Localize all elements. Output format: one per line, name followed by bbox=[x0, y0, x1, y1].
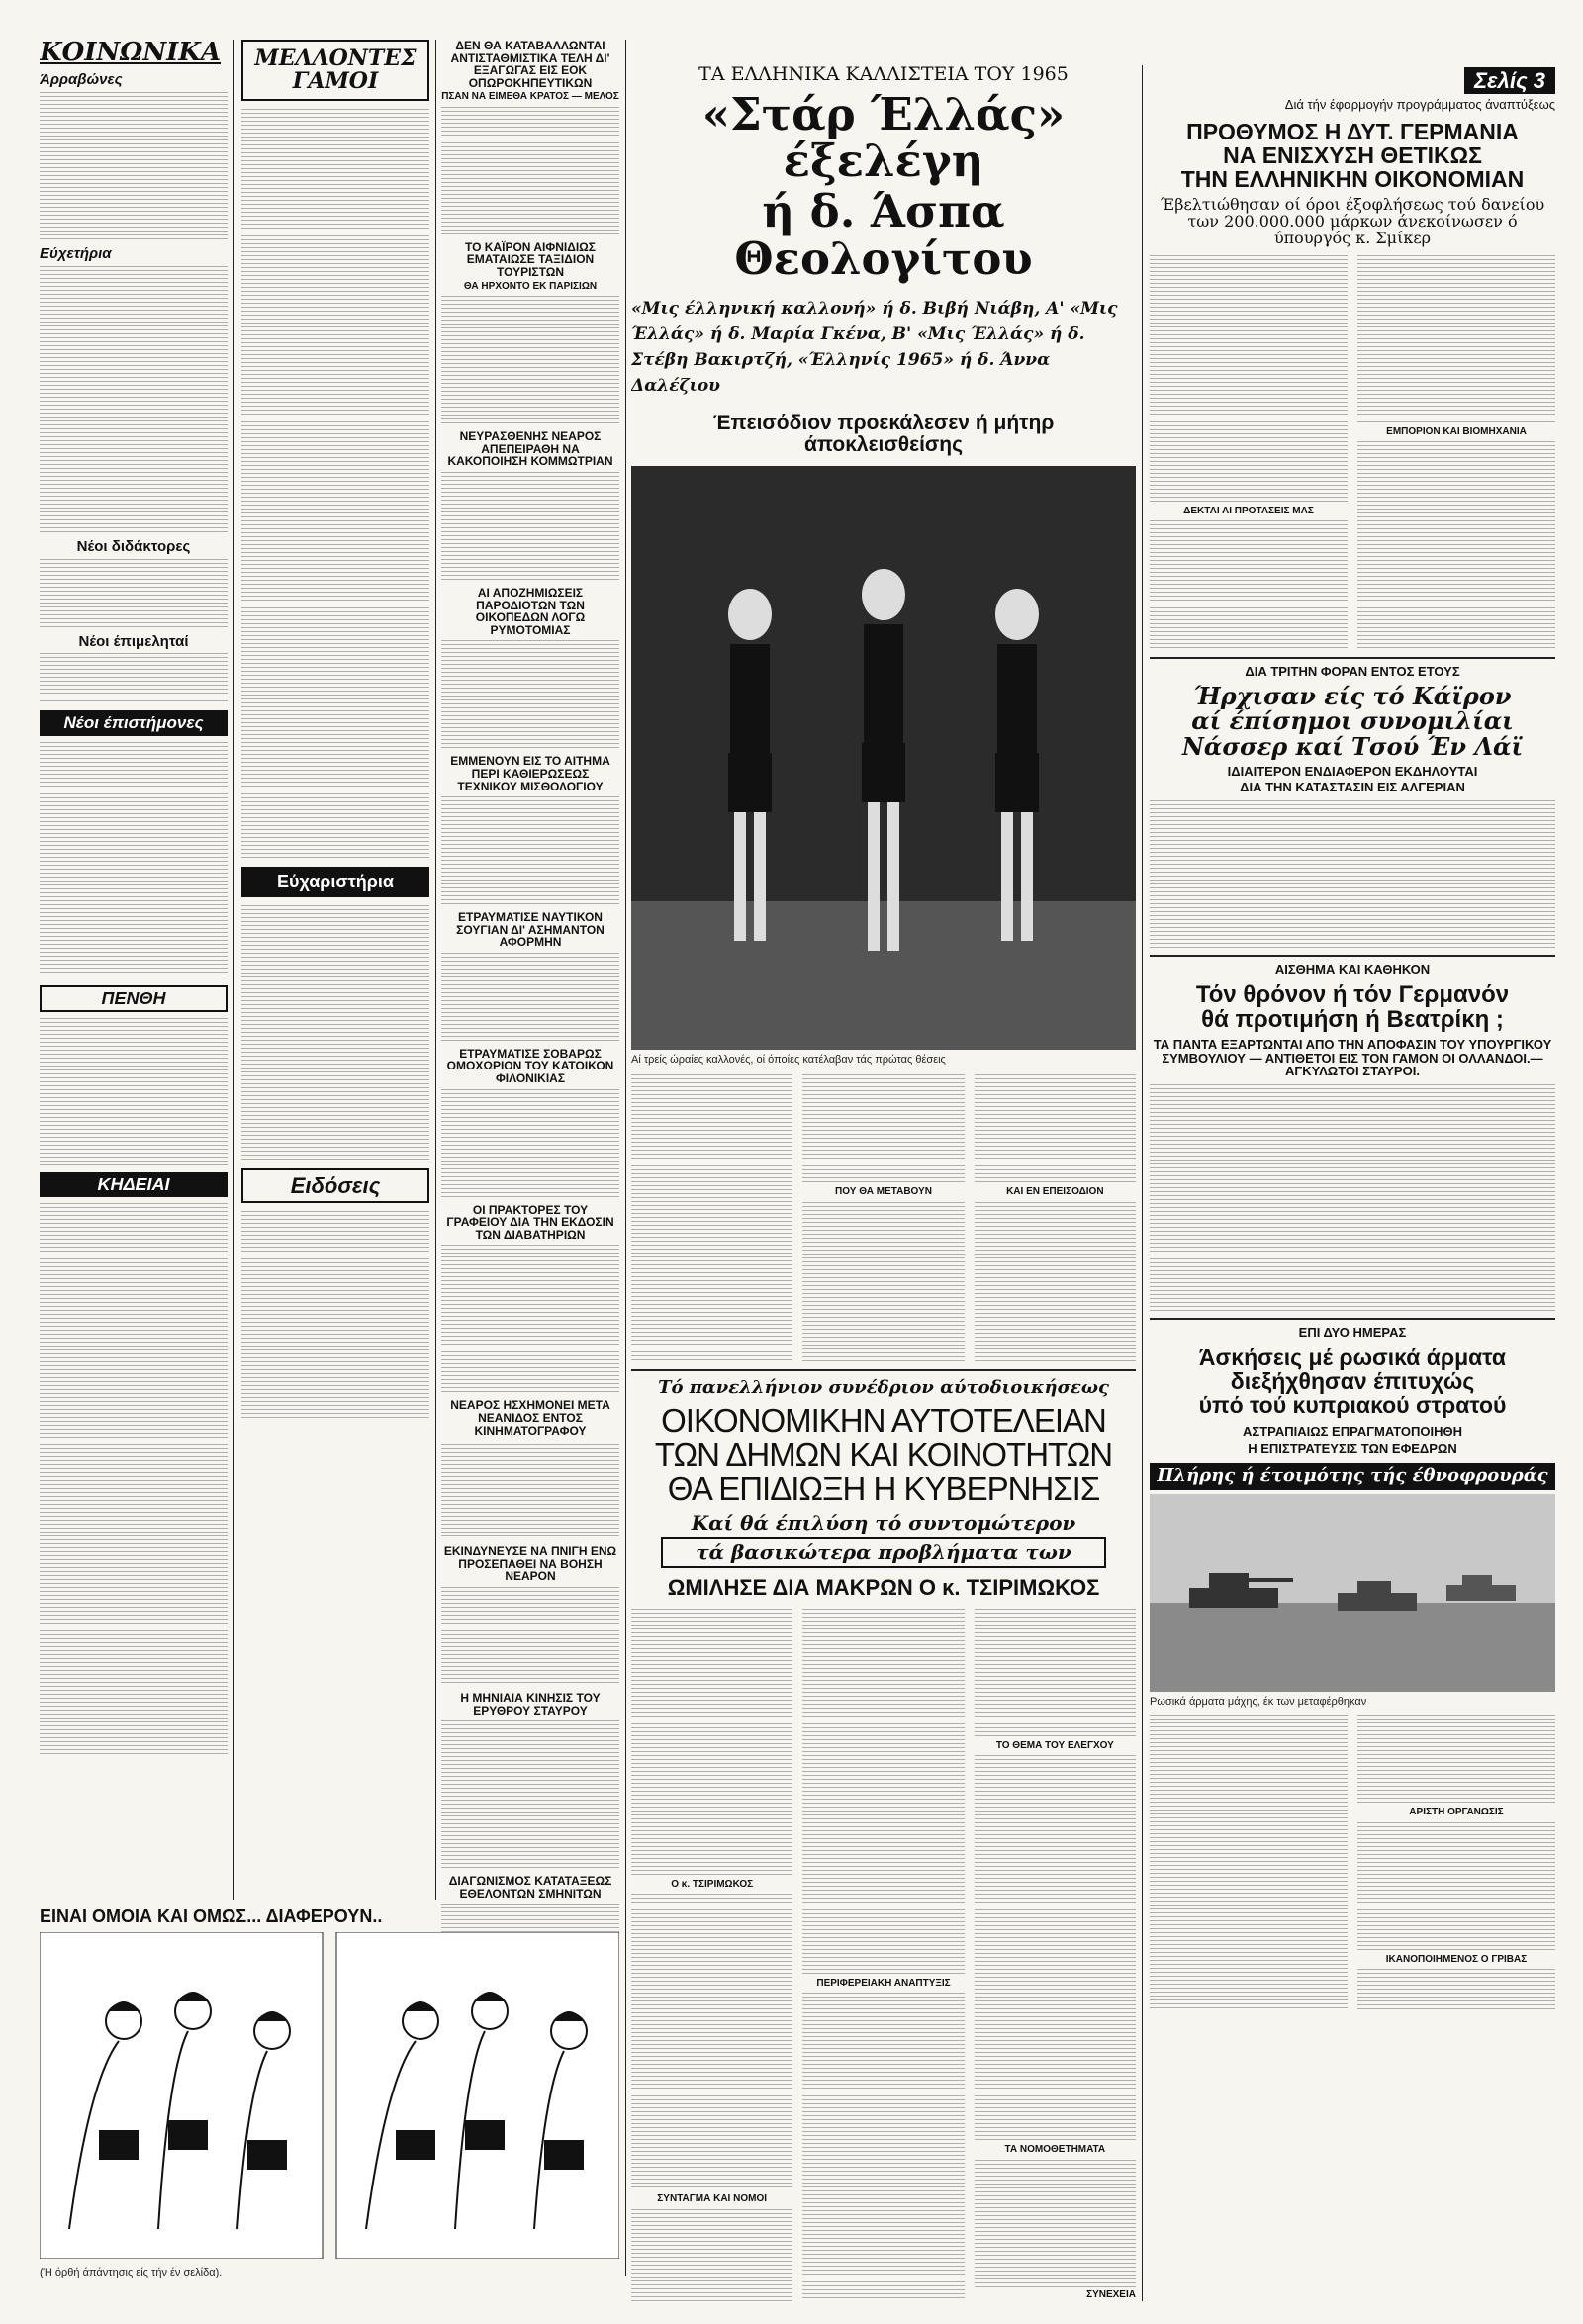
new-doctors-heading: Νέοι διδάκτορες bbox=[76, 537, 191, 555]
tanks-image bbox=[1150, 1494, 1555, 1692]
sub-where-go: ΠΟΥ ΘΑ ΜΕΤΑΒΟΥΝ bbox=[835, 1186, 932, 1198]
congress-big-2: ΤΩΝ ΔΗΜΩΝ ΚΑΙ ΚΟΙΝΟΤΗΤΩΝ bbox=[654, 1436, 1113, 1473]
cartoon-panel bbox=[40, 1907, 619, 2293]
pageant-deck: «Μις έλληνική καλλονή» ή δ. Βιβή Νιάβη, Α' «Μις Έλλάς» ή δ. Μαρία Γκένα, Β' «Μις Έλλάς» ή δ. Στέβη Βακιρτζή, «Έλληνίς 1965» ή δ. Άννα Δαλέζιου bbox=[631, 298, 1118, 396]
sub-regional: ΠΕΡΙΦΕΡΕΙΑΚΗ ΑΝΑΠΤΥΞΙΣ bbox=[816, 1977, 951, 1989]
right-section bbox=[1150, 67, 1555, 2303]
cairo-headline-2: αί έπίσημοι συνομιλίαι bbox=[1191, 706, 1514, 736]
sub-control: ΤΟ ΘΕΜΑ ΤΟΥ ΕΛΕΓΧΟΥ bbox=[995, 1739, 1114, 1751]
pageant-photo bbox=[631, 466, 1136, 1050]
congress-kicker: Τό πανελλήνιον συνέδριον αύτοδιοικήσεως bbox=[658, 1377, 1109, 1399]
brief-headline-neuro: ΝΕΥΡΑΣΘΕΝΗΣ ΝΕΑΡΟΣ ΑΠΕΠΕΙΡΑΘΗ ΝΑ ΚΑΚΟΠΟΙΗΣΗ ΚΟΜΜΩΤΡΙΑΝ bbox=[447, 429, 613, 469]
sub-accepted: ΔΕΚΤΑΙ ΑΙ ΠΡΟΤΑΣΕΙΣ ΜΑΣ bbox=[1183, 505, 1314, 516]
brief-headline-eok: ΔΕΝ ΘΑ ΚΑΤΑΒΑΛΛΩΝΤΑΙ ΑΝΤΙΣΤΑΘΜΙΣΤΙΚΑ ΤΕΛΗ ΔΙ' ΕΞΑΓΩΓΑΣ ΕΙΣ ΕΟΚ ΟΠΩΡΟΚΗΠΕΥΤΙΚΩΝ bbox=[450, 40, 610, 90]
germany-headline-3: ΤΗΝ ΕΛΛΗΝΙΚΗΝ ΟΙΚΟΝΟΜΙΑΝ bbox=[1180, 166, 1525, 193]
future-weddings-heading: ΜΕΛΛΟΝΤΕΣ ΓΑΜΟΙ bbox=[241, 40, 429, 101]
cartoon-caption: (Ή όρθή άπάντησις είς τήν έν σελίδα). bbox=[40, 2266, 223, 2278]
cairo-sub-2: ΔΙΑ ΤΗΝ ΚΑΤΑΣΤΑΣΙΝ ΕΙΣ ΑΛΓΕΡΙΑΝ bbox=[1240, 780, 1465, 795]
congress-script-1: Καί θά έπιλύση τό συντομώτερον bbox=[691, 1510, 1076, 1534]
brief-headline-comp: ΑΙ ΑΠΟΖΗΜΙΩΣΕΙΣ ΠΑΡΟΔΙΟΤΩΝ ΤΩΝ ΟΙΚΟΠΕΔΩΝ ΛΟΓΩ ΡΥΜΟΤΟΜΙΑΣ bbox=[475, 585, 586, 637]
wishes-heading: Εύχετήρια bbox=[40, 245, 112, 263]
cartoon-image bbox=[40, 1932, 619, 2259]
beatrix-label: ΑΙΣΘΗΜΑ ΚΑΙ ΚΑΘΗΚΟΝ bbox=[1274, 962, 1431, 977]
thanks-heading: Εύχαριστήρια bbox=[241, 867, 429, 897]
congress-script-2: τά βασικώτερα προβλήματα των bbox=[661, 1537, 1106, 1568]
congress-speech: ΩΜΙΛΗΣΕ ΔΙΑ ΜΑΚΡΩΝ Ο κ. ΤΣΙΡΙΜΩΚΟΣ bbox=[667, 1574, 1100, 1600]
brief-headline-salary: ΕΜΜΕΝΟΥΝ ΕΙΣ ΤΟ ΑΙΤΗΜΑ ΠΕΡΙ ΚΑΘΙΕΡΩΣΕΩΣ ΤΕΧΝΙΚΟΥ ΜΙΣΘΟΛΟΓΙΟΥ bbox=[450, 754, 610, 793]
cyprus-headline-1: Άσκήσεις μέ ρωσικά άρματα bbox=[1198, 1344, 1507, 1370]
cyprus-headline-2: διεξήχθησαν έπιτυχώς bbox=[1230, 1367, 1475, 1394]
beatrix-deck: ΤΑ ΠΑΝΤΑ ΕΞΑΡΤΩΝΤΑΙ ΑΠΟ ΤΗΝ ΑΠΟΦΑΣΙΝ ΤΟΥ ΥΠΟΥΡΓΙΚΟΥ ΣΥΜΒΟΥΛΙΟΥ — ΑΝΤΙΘΕΤΟΙ ΕΙΣ ΤΟΝ ΓΑΜΟΝ ΟΙ ΟΛΛΑΝΔΟΙ.— ΑΓΚΥΛΩΤΟΙ ΣΤΑΥΡΟΙ. bbox=[1153, 1037, 1552, 1079]
beatrix-headline-2: θά προτιμήση ή Βεατρίκη ; bbox=[1201, 1005, 1504, 1033]
social-title: ΚΟΙΝΩΝΙΚΑ bbox=[40, 40, 222, 67]
brief-headline-redcross: Η ΜΗΝΙΑΙΑ ΚΙΝΗΣΙΣ ΤΟΥ ΕΡΥΘΡΟΥ ΣΤΑΥΡΟΥ bbox=[460, 1691, 601, 1718]
cyprus-sub-1: ΑΣΤΡΑΠΙΑΙΩΣ ΕΠΡΑΓΜΑΤΟΠΟΙΗΘΗ bbox=[1243, 1424, 1462, 1440]
sub-tsirimokos: Ο κ. ΤΣΙΡΙΜΩΚΟΣ bbox=[671, 1878, 754, 1890]
section-sub: Διά τήν έφαρμογήν προγράμματος άναπτύξεως bbox=[1284, 97, 1555, 113]
continued-label: ΣΥΝΕΧΕΙΑ bbox=[1086, 2289, 1136, 2301]
cyprus-sub-2: Η ΕΠΙΣΤΡΑΤΕΥΣΙΣ ΤΩΝ ΕΦΕΔΡΩΝ bbox=[1248, 1441, 1457, 1456]
brief-sub-cairo: ΘΑ ΗΡΧΟΝΤΟ ΕΚ ΠΑΡΙΣΙΩΝ bbox=[463, 280, 598, 292]
pageant-band: Έπεισόδιον προεκάλεσεν ή μήτηρ άποκλεισθείσης bbox=[712, 411, 1055, 456]
brief-headline-cinema: ΝΕΑΡΟΣ ΗΣΧΗΜΟΝΕΙ ΜΕΤΑ ΝΕΑΝΙΔΟΣ ΕΝΤΟΣ ΚΙΝΗΜΑΤΟΓΡΑΦΟΥ bbox=[450, 1398, 610, 1438]
new-curators-heading: Νέοι έπιμεληταί bbox=[78, 632, 189, 650]
weddings-column bbox=[241, 40, 429, 1919]
center-section bbox=[631, 65, 1136, 2301]
sub-episode: ΚΑΙ ΕΝ ΕΠΕΙΣΟΔΙΟΝ bbox=[1006, 1186, 1104, 1198]
new-scientists-heading: Νέοι έπιστήμονες bbox=[40, 710, 228, 736]
sub-trade: ΕΜΠΟΡΙΟΝ ΚΑΙ ΒΙΟΜΗΧΑΝΙΑ bbox=[1386, 425, 1527, 437]
engagements-heading: Άρραβώνες bbox=[40, 71, 123, 89]
brief-headline-cairo: ΤΟ ΚΑΪΡΟΝ ΑΙΦΝΙΔΙΩΣ ΕΜΑΤΑΙΩΣΕ ΤΑΞΙΔΙΟΝ ΤΟΥΡΙΣΤΩΝ bbox=[465, 239, 596, 280]
brief-headline-villager: ΕΤΡΑΥΜΑΤΙΣΕ ΣΟΒΑΡΩΣ ΟΜΟΧΩΡΙΟΝ ΤΟΥ ΚΑΤΟΙΚΟΝ ΦΙΛΟΝΙΚΙΑΣ bbox=[446, 1046, 614, 1086]
mourning-heading: ΠΕΝΘΗ bbox=[40, 985, 228, 1012]
brief-headline-passports: ΟΙ ΠΡΑΚΤΟΡΕΣ ΤΟΥ ΓΡΑΦΕΙΟΥ ΔΙΑ ΤΗΝ ΕΚΔΟΣΙΝ ΤΩΝ ΔΙΑΒΑΤΗΡΙΩΝ bbox=[446, 1202, 614, 1242]
pageant-kicker: ΤΑ ΕΛΛΗΝΙΚΑ ΚΑΛΛΙΣΤΕΙΑ ΤΟΥ 1965 bbox=[698, 65, 1069, 85]
news-heading: Ειδόσεις bbox=[241, 1168, 429, 1203]
sub-organization: ΑΡΙΣΤΗ ΟΡΓΑΝΩΣΙΣ bbox=[1409, 1807, 1504, 1818]
germany-headline-2: ΝΑ ΕΝΙΣΧΥΣΗ ΘΕΤΙΚΩΣ bbox=[1223, 141, 1482, 168]
sub-constitution: ΣΥΝΤΑΓΜΑ ΚΑΙ ΝΟΜΟΙ bbox=[657, 2193, 768, 2205]
pageant-photo-caption: Αί τρείς ώραίες καλλονές, οί όποίες κατέλαβαν τάς πρώτας θέσεις bbox=[631, 1054, 946, 1067]
cairo-headline-1: Ήρχισαν είς τό Κάϊρον bbox=[1193, 682, 1512, 711]
pageant-headline-2: ή δ. Άσπα Θεολογίτου bbox=[734, 185, 1033, 285]
cartoon-title: ΕΙΝΑΙ ΟΜΟΙΑ ΚΑΙ ΟΜΩΣ... ΔΙΑΦΕΡΟΥΝ.. bbox=[40, 1906, 383, 1926]
germany-deck: Έβελτιώθησαν οί όροι έξοφλήσεως τού δανείου των 200.000.000 μάρκων άνεκοίνωσεν ό ύπουργός κ. Σμίκερ bbox=[1160, 195, 1545, 247]
cyprus-label: ΕΠΙ ΔΥΟ ΗΜΕΡΑΣ bbox=[1298, 1324, 1407, 1340]
funerals-heading: ΚΗΔΕΙΑΙ bbox=[40, 1172, 228, 1197]
brief-headline-drown: ΕΚΙΝΔΥΝΕΥΣΕ ΝΑ ΠΝΙΓΗ ΕΝΩ ΠΡΟΣΕΠΑΘΕΙ ΝΑ ΒΟΗΣΗ ΝΕΑΡΟΝ bbox=[443, 1544, 617, 1584]
brief-sub-eok: ΠΣΑΝ ΝΑ ΕΙΜΕΘΑ ΚΡΑΤΟΣ — ΜΕΛΟΣ bbox=[441, 91, 619, 103]
beauty-queens-image bbox=[631, 466, 1136, 1050]
cairo-sub-1: ΙΔΙΑΙΤΕΡΟΝ ΕΝΔΙΑΦΕΡΟΝ ΕΚΔΗΛΟΥΤΑΙ bbox=[1227, 763, 1478, 779]
sub-grivas: ΙΚΑΝΟΠΟΙΗΜΕΝΟΣ Ο ΓΡΙΒΑΣ bbox=[1385, 1953, 1528, 1965]
cairo-label: ΔΙΑ ΤΡΙΤΗΝ ΦΟΡΑΝ ΕΝΤΟΣ ΕΤΟΥΣ bbox=[1245, 663, 1460, 679]
tanks-photo bbox=[1150, 1494, 1555, 1692]
beatrix-headline-1: Τόν θρόνον ή τόν Γερμανόν bbox=[1195, 980, 1510, 1008]
page-section-label: Σελίς 3 bbox=[1464, 67, 1555, 94]
congress-big-3: ΘΑ ΕΠΙΔΙΩΞΗ Η ΚΥΒΕΡΝΗΣΙΣ bbox=[667, 1470, 1100, 1508]
brief-headline-contest: ΔΙΑΓΩΝΙΣΜΟΣ ΚΑΤΑΤΑΞΕΩΣ ΕΘΕΛΟΝΤΩΝ ΣΜΗΝΙΤΩΝ bbox=[448, 1874, 612, 1901]
congress-big-1: ΟΙΚΟΝΟΜΙΚΗΝ ΑΥΤΟΤΕΛΕΙΑΝ bbox=[661, 1401, 1106, 1439]
cyprus-band: Πλήρης ή έτοιμότης τής έθνοφρουράς bbox=[1150, 1463, 1555, 1490]
germany-headline-1: ΠΡΟΘΥΜΟΣ Η ΔΥΤ. ΓΕΡΜΑΝΙΑ bbox=[1186, 118, 1519, 144]
sub-legislation: ΤΑ ΝΟΜΟΘΕΤΗΜΑΤΑ bbox=[1004, 2144, 1106, 2156]
brief-headline-sailor: ΕΤΡΑΥΜΑΤΙΣΕ ΝΑΥΤΙΚΟΝ ΣΟΥΓΙΑΝ ΔΙ' ΑΣΗΜΑΝΤΟΝ ΑΦΟΡΜΗΝ bbox=[456, 910, 605, 950]
tanks-caption: Ρωσικά άρματα μάχης, έκ των μεταφέρθηκαν bbox=[1150, 1696, 1367, 1709]
cyprus-headline-3: ύπό τού κυπριακού στρατού bbox=[1198, 1391, 1507, 1418]
social-column bbox=[40, 40, 228, 1919]
cairo-headline-3: Νάσσερ καί Τσού Έν Λάϊ bbox=[1181, 731, 1524, 761]
pageant-headline-1: «Στάρ Έλλάς» έξελέγη bbox=[701, 87, 1066, 188]
